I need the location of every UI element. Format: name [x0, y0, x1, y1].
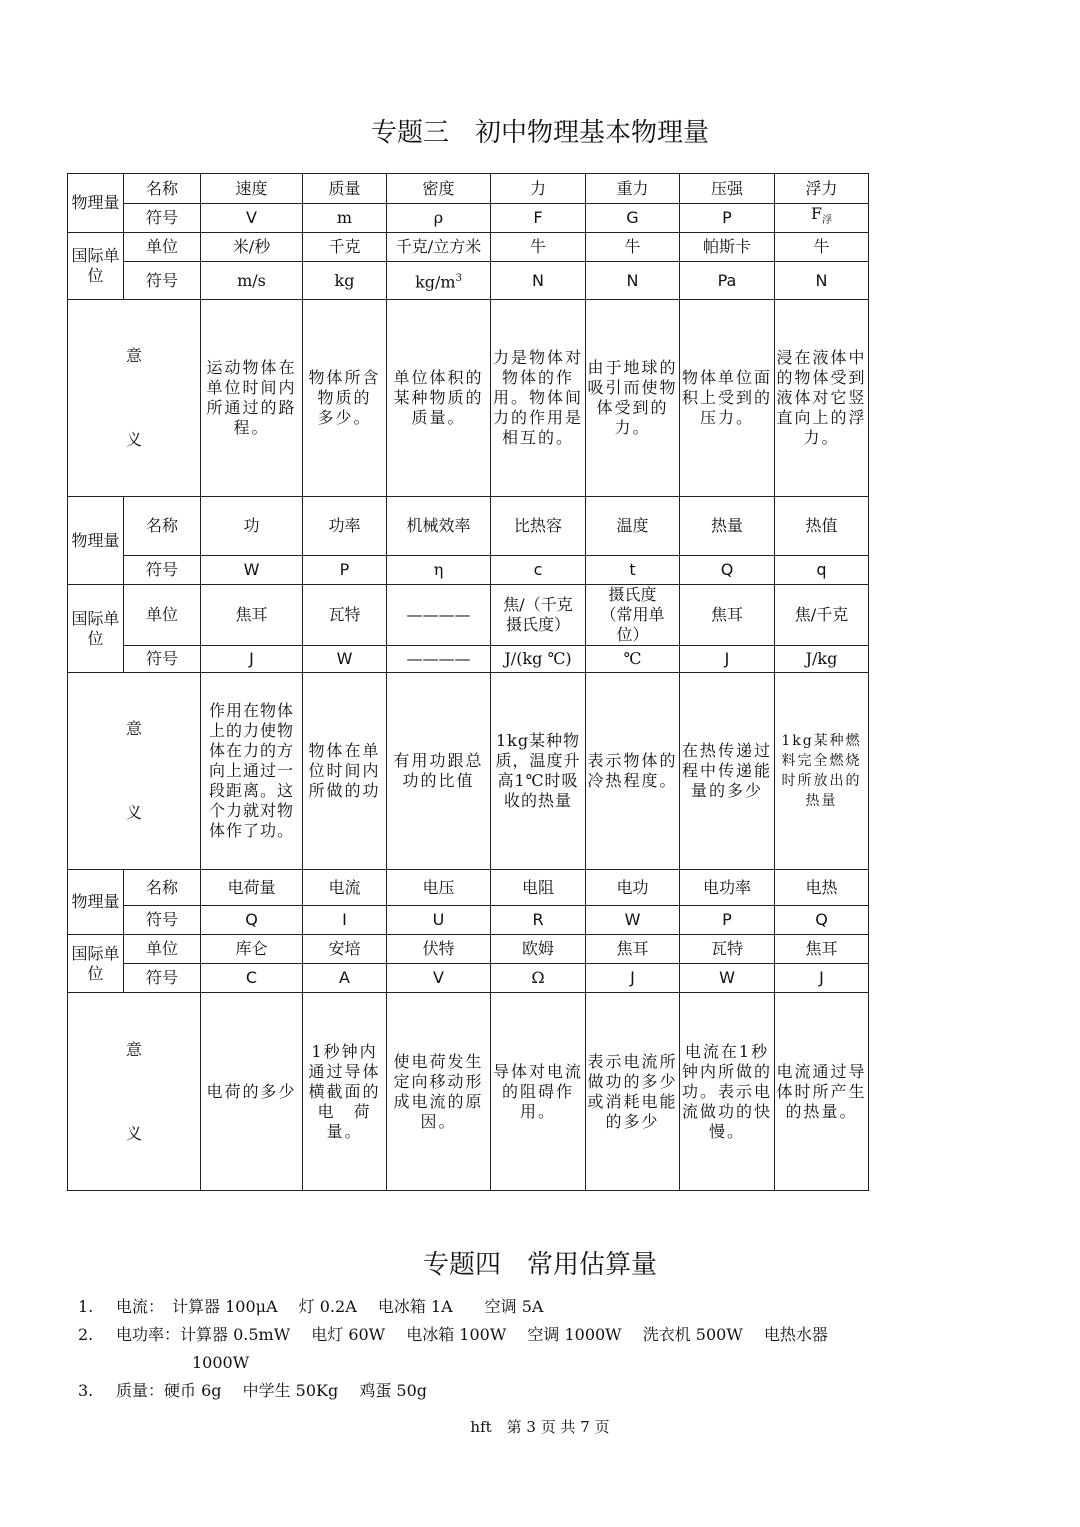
table-cell: 焦耳 — [775, 935, 869, 964]
unit-label: 单位 — [124, 935, 201, 964]
table-cell: 电功 — [586, 870, 680, 906]
table-cell: V — [201, 204, 303, 233]
table-cell: J — [775, 964, 869, 993]
table-cell: 欧姆 — [491, 935, 586, 964]
table-cell: N — [491, 262, 586, 300]
table-cell: 力是物体对物体的作用。物体间力的作用是相互的。 — [491, 300, 586, 497]
table-cell: m/s — [201, 262, 303, 300]
table-cell: 焦耳 — [201, 585, 303, 646]
table-cell: 热量 — [680, 497, 775, 556]
table-cell: 库仑 — [201, 935, 303, 964]
table-cell: 电阻 — [491, 870, 586, 906]
table-cell: 安培 — [303, 935, 387, 964]
list-text-continuation: 1000W — [192, 1353, 250, 1372]
table-cell: 1kg某种燃料完全燃烧时所放出的热量 — [775, 673, 869, 870]
table-cell: 1秒钟内通过导体横截面的电 荷 量。 — [303, 993, 387, 1191]
table-cell: 牛 — [491, 233, 586, 262]
table-cell: 千克/立方米 — [387, 233, 491, 262]
table-cell: 热值 — [775, 497, 869, 556]
table-cell: 表示物体的冷热程度。 — [586, 673, 680, 870]
s2-meaning-row — [68, 673, 869, 870]
table-cell: Pa — [680, 262, 775, 300]
symbol-label: 符号 — [124, 964, 201, 993]
meaning-label-1: 意 — [125, 346, 142, 365]
table-cell: 千克 — [303, 233, 387, 262]
table-cell: P — [680, 204, 775, 233]
s2-unit-symbol-row — [68, 646, 869, 673]
table-cell: P — [680, 906, 775, 935]
table-cell: 电荷量 — [201, 870, 303, 906]
table-cell: 在热传递过程中传递能量的多少 — [680, 673, 775, 870]
buoyancy-symbol: F — [810, 204, 823, 224]
table-cell: A — [303, 964, 387, 993]
table-cell: q — [775, 556, 869, 585]
table-cell: 电流通过导体时所产生的热量。 — [775, 993, 869, 1191]
table-cell: c — [491, 556, 586, 585]
table-cell: W — [680, 964, 775, 993]
table-cell — [775, 204, 869, 233]
page-footer: hft 第 3 页 共 7 页 — [470, 1418, 610, 1436]
table-cell: 表示电流所做功的多少或消耗电能的多少 — [586, 993, 680, 1191]
list-item — [78, 1321, 898, 1377]
table-cell: 摄氏度（常用单位） — [586, 585, 680, 646]
table-cell: 机械效率 — [387, 497, 491, 556]
table-cell: Q — [201, 906, 303, 935]
buoyancy-subscript: 浮 — [822, 215, 833, 227]
table-cell: 密度 — [387, 174, 491, 204]
meaning-label — [68, 673, 201, 870]
symbol-label: 符号 — [124, 646, 201, 673]
table-cell: W — [201, 556, 303, 585]
s1-symbol-row — [68, 204, 869, 233]
table-cell: 物体在单位时间内所做的功 — [303, 673, 387, 870]
symbol-label: 符号 — [124, 906, 201, 935]
s1-unit-row — [68, 233, 869, 262]
table-cell: V — [387, 964, 491, 993]
table-cell: 导体对电流的阻碍作用。 — [491, 993, 586, 1191]
symbol-label: 符号 — [124, 556, 201, 585]
section-title-estimates: 专题四 常用估算量 — [422, 1250, 657, 1280]
name-label: 名称 — [124, 497, 201, 556]
symbol-label: 符号 — [124, 204, 201, 233]
table-cell: 有用功跟总功的比值 — [387, 673, 491, 870]
estimate-list — [78, 1293, 898, 1405]
intl-unit-label: 国际单位 — [68, 233, 124, 300]
table-cell: kg — [303, 262, 387, 300]
s1-meaning-row — [68, 300, 869, 497]
meaning-label — [68, 300, 201, 497]
meaning-label-1: 意 — [125, 719, 142, 738]
table-cell: 功 — [201, 497, 303, 556]
table-cell: 伏特 — [387, 935, 491, 964]
list-text: 电流： 计算器 100μA 灯 0.2A 电冰箱 1A 空调 5A — [116, 1297, 544, 1316]
list-number: 2. — [78, 1325, 94, 1344]
table-cell: 压强 — [680, 174, 775, 204]
table-cell: 电流在1秒钟内所做的功。表示电流做功的快慢。 — [680, 993, 775, 1191]
list-text: 质量：硬币 6g 中学生 50Kg 鸡蛋 50g — [116, 1381, 428, 1400]
table-cell: 电压 — [387, 870, 491, 906]
table-cell: 质量 — [303, 174, 387, 204]
table-cell: 电热 — [775, 870, 869, 906]
s3-symbol-row — [68, 906, 869, 935]
list-number: 1. — [78, 1297, 94, 1316]
unit-label: 单位 — [124, 233, 201, 262]
table-cell: F — [491, 204, 586, 233]
table-cell: 1kg某种物质，温度升高1℃时吸收的热量 — [491, 673, 586, 870]
table-cell: 物体单位面积上受到的压力。 — [680, 300, 775, 497]
table-cell: t — [586, 556, 680, 585]
table-cell: 电荷的多少 — [201, 993, 303, 1191]
table-cell: 重力 — [586, 174, 680, 204]
unit-label: 单位 — [124, 585, 201, 646]
table-cell: ρ — [387, 204, 491, 233]
table-cell: 由于地球的吸引而使物体受到的力。 — [586, 300, 680, 497]
table-cell: J — [201, 646, 303, 673]
table-cell: 帕斯卡 — [680, 233, 775, 262]
table-cell: Q — [680, 556, 775, 585]
table-cell: W — [303, 646, 387, 673]
table-cell: 焦/（千克摄氏度） — [491, 585, 586, 646]
s1-unit-symbol-row — [68, 262, 869, 300]
s2-symbol-row — [68, 556, 869, 585]
s3-unit-row — [68, 935, 869, 964]
s3-unit-symbol-row — [68, 964, 869, 993]
meaning-label-2: 义 — [125, 1123, 142, 1143]
table-cell: I — [303, 906, 387, 935]
table-cell: J/kg — [775, 646, 869, 673]
table-cell: U — [387, 906, 491, 935]
table-cell: W — [586, 906, 680, 935]
table-cell: 电功率 — [680, 870, 775, 906]
table-cell: Q — [775, 906, 869, 935]
page-title: 专题三 初中物理基本物理量 — [370, 118, 709, 148]
table-cell: 温度 — [586, 497, 680, 556]
table-cell: N — [586, 262, 680, 300]
intl-unit-label: 国际单位 — [68, 585, 124, 673]
meaning-label-2: 义 — [125, 430, 142, 449]
s1-name-row — [68, 174, 869, 204]
table-cell: J — [586, 964, 680, 993]
table-cell: G — [586, 204, 680, 233]
table-cell: C — [201, 964, 303, 993]
table-cell: ———— — [387, 646, 491, 673]
table-cell: N — [775, 262, 869, 300]
table-cell: 焦/千克 — [775, 585, 869, 646]
table-cell: 瓦特 — [680, 935, 775, 964]
meaning-label-1: 意 — [125, 1039, 142, 1059]
table-cell: Ω — [491, 964, 586, 993]
meaning-label — [68, 993, 201, 1191]
table-cell: 物体所含物质的 多少。 — [303, 300, 387, 497]
table-cell: 速度 — [201, 174, 303, 204]
table-cell: 功率 — [303, 497, 387, 556]
table-cell: 浮力 — [775, 174, 869, 204]
list-item — [78, 1377, 898, 1405]
quantity-label: 物理量 — [68, 174, 124, 233]
symbol-label: 符号 — [124, 262, 201, 300]
density-exponent: 3 — [455, 272, 462, 284]
table-cell — [387, 262, 491, 300]
quantity-label: 物理量 — [68, 870, 124, 935]
table-cell: J — [680, 646, 775, 673]
density-unit: kg/m — [415, 272, 456, 292]
table-cell: 瓦特 — [303, 585, 387, 646]
table-cell: 运动物体在单位时间内所通过的路程。 — [201, 300, 303, 497]
list-item — [78, 1293, 898, 1321]
table-cell: 焦耳 — [586, 935, 680, 964]
table-cell: m — [303, 204, 387, 233]
table-cell: R — [491, 906, 586, 935]
intl-unit-label: 国际单位 — [68, 935, 124, 993]
list-number: 3. — [78, 1381, 94, 1400]
table-cell: J/(kg ℃) — [491, 646, 586, 673]
table-cell: 力 — [491, 174, 586, 204]
list-text: 电功率：计算器 0.5mW 电灯 60W 电冰箱 100W 空调 1000W 洗衣机 500W 电热水器 — [116, 1325, 828, 1344]
s3-name-row — [68, 870, 869, 906]
s2-name-row — [68, 497, 869, 556]
table-cell: 焦耳 — [680, 585, 775, 646]
table-cell: 比热容 — [491, 497, 586, 556]
name-label: 名称 — [124, 174, 201, 204]
table-cell: η — [387, 556, 491, 585]
s2-unit-row — [68, 585, 869, 646]
table-cell: 单位体积的某种物质的质量。 — [387, 300, 491, 497]
s3-meaning-row — [68, 993, 869, 1191]
table-cell: 作用在物体上的力使物体在力的方向上通过一段距离。这个力就对物体作了功。 — [201, 673, 303, 870]
meaning-label-2: 义 — [125, 803, 142, 822]
table-cell: 使电荷发生定向移动形成电流的原因。 — [387, 993, 491, 1191]
table-cell: 电流 — [303, 870, 387, 906]
name-label: 名称 — [124, 870, 201, 906]
table-cell: 米/秒 — [201, 233, 303, 262]
physics-quantities-table — [67, 173, 869, 1191]
table-cell: ———— — [387, 585, 491, 646]
table-cell: P — [303, 556, 387, 585]
quantity-label: 物理量 — [68, 497, 124, 585]
table-cell: 牛 — [775, 233, 869, 262]
table-cell: 浸在液体中的物体受到液体对它竖直向上的浮力。 — [775, 300, 869, 497]
table-cell: 牛 — [586, 233, 680, 262]
table-cell: ℃ — [586, 646, 680, 673]
